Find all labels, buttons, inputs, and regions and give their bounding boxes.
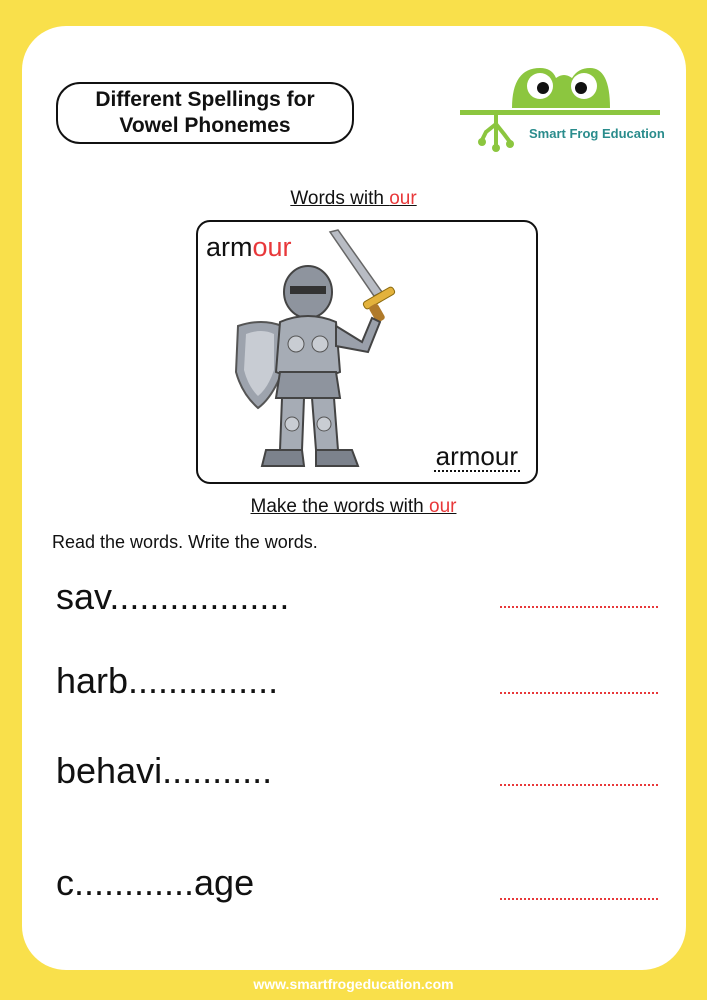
answer-line[interactable] <box>500 692 658 694</box>
answer-line[interactable] <box>500 606 658 608</box>
card-word-label <box>206 232 292 263</box>
section-heading-make <box>0 496 707 518</box>
section-heading-words <box>0 188 707 210</box>
example-card <box>196 220 538 484</box>
answer-line[interactable] <box>500 784 658 786</box>
logo-text: Smart Frog Education <box>529 126 665 141</box>
worksheet-title <box>56 82 354 144</box>
heading-prefix: Words with <box>290 188 390 209</box>
heading-highlight: our <box>429 496 457 517</box>
word-prompt: c............age <box>56 862 255 903</box>
heading-highlight: our <box>389 188 417 209</box>
title-line-1: Different Spellings for <box>95 88 315 111</box>
word-prompt: behavi........... <box>56 750 273 791</box>
instruction-text: Read the words. Write the words. <box>52 532 318 552</box>
word-prompt: harb............... <box>56 660 279 701</box>
smart-frog-logo-icon <box>460 60 660 160</box>
word-prompt: sav.................. <box>56 576 290 617</box>
title-line-2: Vowel Phonemes <box>119 114 291 137</box>
card-word-prefix: arm <box>206 232 253 262</box>
card-word-highlight: our <box>252 232 292 262</box>
footer-url[interactable]: www.smartfrogeducation.com <box>253 976 454 992</box>
heading-prefix: Make the words with <box>250 496 429 517</box>
answer-line[interactable] <box>500 898 658 900</box>
card-answer: armour <box>435 441 518 471</box>
